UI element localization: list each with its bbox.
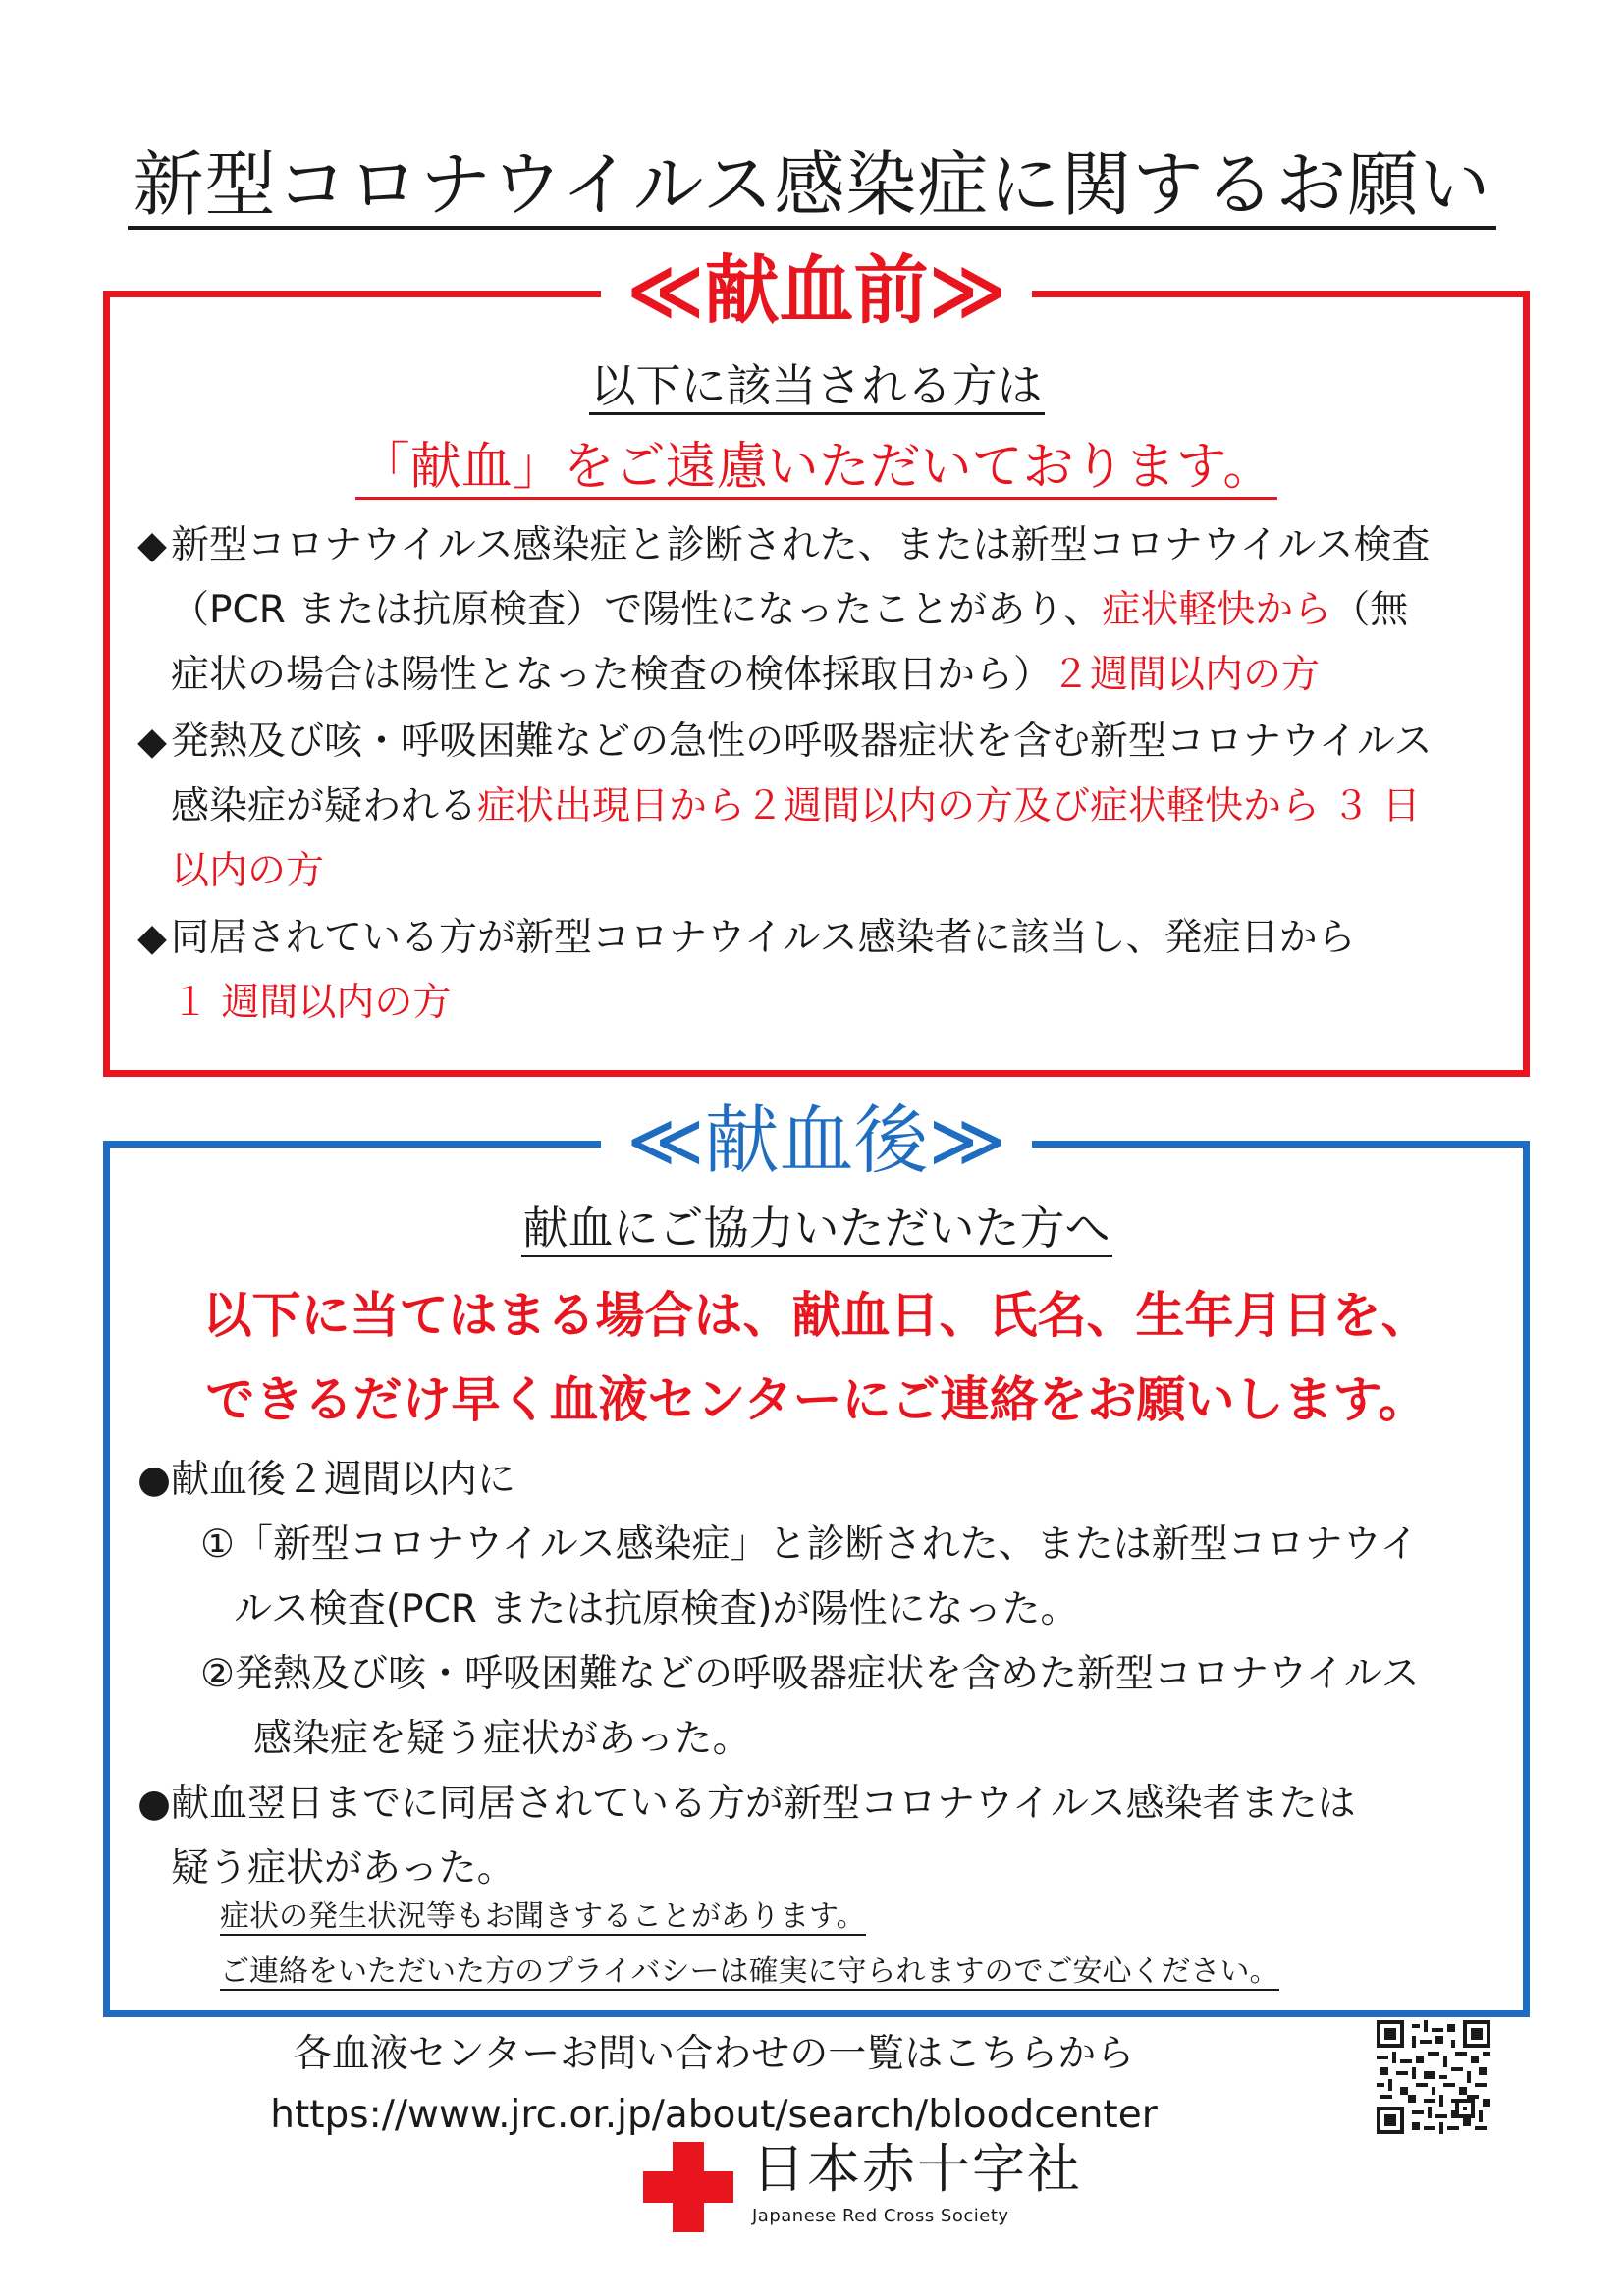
after-note-2: ご連絡をいただいた方のプライバシーは確実に守られますのでご安心ください。	[220, 1954, 1279, 1989]
diamond-bullet-icon: ◆	[137, 916, 167, 960]
before-notice: 「献血」をご遠慮いただいております。	[110, 435, 1523, 500]
circle-bullet-icon: ●	[137, 1782, 172, 1826]
before-item-2: ◆ 発熱及び咳・呼吸困難などの急性の呼吸器症状を含む新型コロナウイルス 感染症が疑われる症状出現日から２週間以内の方及び症状軽快から ３ 日 以内の方	[137, 710, 1512, 904]
qr-code-icon[interactable]	[1377, 2020, 1490, 2134]
after-bullet-1: ●献血後２週間以内に ①「新型コロナウイルス感染症」と診断された、または新型コロナウイ ルス検査(PCR または抗原検査)が陽性になった。 ②発熱及び咳・呼吸困難などの呼吸器症状を含めた新型コロナウイルス 感染症を疑う症状があった。	[137, 1448, 1512, 1772]
after-subheading: 献血にご協力いただいた方へ	[110, 1199, 1523, 1257]
after-heading: ≪献血後≫	[601, 1087, 1032, 1195]
before-item-1: ◆ 新型コロナウイルス感染症と診断された、または新型コロナウイルス検査 （PCR または抗原検査）で陽性になったことがあり、症状軽快から（無 症状の場合は陽性となった検査の検体採取日から）２週間以内の方	[137, 513, 1512, 708]
after-sub-item-2: ②発熱及び咳・呼吸困難などの呼吸器症状を含めた新型コロナウイルス	[200, 1652, 1420, 1696]
before-heading: ≪献血前≫	[601, 237, 1032, 345]
after-sub-item-1: ①「新型コロナウイルス感染症」と診断された、または新型コロナウイ	[200, 1522, 1419, 1567]
diamond-bullet-icon: ◆	[137, 523, 167, 567]
circle-bullet-icon: ●	[137, 1458, 172, 1502]
logo-japanese-name: 日本赤十字社	[752, 2138, 1082, 2200]
after-notice-line-2: できるだけ早く血液センターにご連絡をお願いします。	[205, 1371, 1428, 1428]
page-title: 新型コロナウイルス感染症に関するお願い	[0, 137, 1624, 232]
after-donation-box	[103, 1096, 1530, 2017]
before-item-3: ◆ 同居されている方が新型コロナウイルス感染者に該当し、発症日から １ 週間以内の方	[137, 906, 1512, 1036]
after-bullet-2: ●献血翌日までに同居されている方が新型コロナウイルス感染者または 疑う症状があった。	[137, 1772, 1512, 1901]
before-donation-box	[103, 246, 1530, 1077]
diamond-bullet-icon: ◆	[137, 720, 167, 764]
red-cross-logo-icon	[643, 2142, 733, 2232]
after-note-1: 症状の発生状況等もお聞きすることがあります。	[220, 1899, 866, 1934]
footer-contact-text: 各血液センターお問い合わせの一覧はこちらから	[293, 2032, 1135, 2076]
before-subheading: 以下に該当される方は	[110, 356, 1523, 415]
after-notice-line-1: 以下に当てはまる場合は、献血日、氏名、生年月日を、	[202, 1287, 1431, 1344]
logo-english-name: Japanese Red Cross Society	[752, 2206, 1009, 2226]
footer-url[interactable]: https://www.jrc.or.jp/about/search/bloodcenter	[270, 2093, 1158, 2137]
